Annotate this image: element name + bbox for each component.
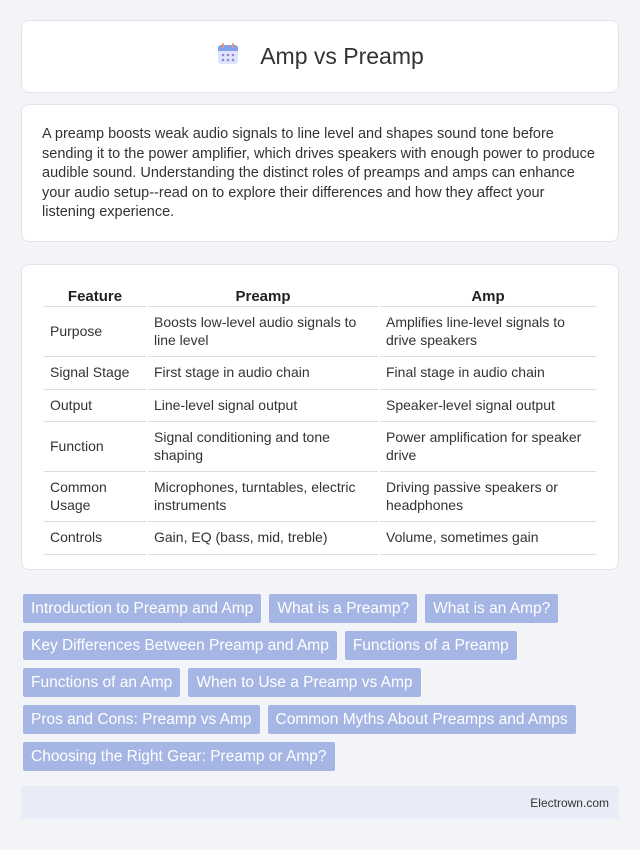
table-cell: Function (44, 422, 146, 472)
topic-tags (23, 594, 623, 771)
table-row (44, 422, 596, 472)
comparison-table-card (21, 264, 619, 570)
table-cell: Microphones, turntables, electric instruments (148, 472, 378, 522)
tag-link[interactable]: Functions of a Preamp (345, 631, 517, 660)
tag-link[interactable]: Introduction to Preamp and Amp (23, 594, 261, 623)
table-cell: Driving passive speakers or headphones (380, 472, 596, 522)
footer (21, 786, 619, 819)
table-cell: First stage in audio chain (148, 357, 378, 390)
table-cell: Output (44, 390, 146, 423)
comparison-table (42, 285, 598, 555)
page-title: Amp vs Preamp (260, 43, 424, 69)
intro-card (21, 104, 619, 242)
tag-link[interactable]: Pros and Cons: Preamp vs Amp (23, 705, 260, 734)
table-cell: Signal Stage (44, 357, 146, 390)
table-cell: Amplifies line-level signals to drive speakers (380, 307, 596, 357)
table-row (44, 390, 596, 423)
tag-link[interactable]: Common Myths About Preamps and Amps (268, 705, 576, 734)
table-cell: Volume, sometimes gain (380, 522, 596, 555)
calendar-icon (216, 42, 240, 71)
table-row (44, 472, 596, 522)
tag-link[interactable]: Choosing the Right Gear: Preamp or Amp? (23, 742, 335, 771)
table-header-row (44, 285, 596, 307)
header-feature: Feature (44, 285, 146, 307)
title-row (216, 42, 424, 71)
tag-link[interactable]: What is a Preamp? (269, 594, 417, 623)
table-cell: Speaker-level signal output (380, 390, 596, 423)
table-cell: Signal conditioning and tone shaping (148, 422, 378, 472)
tag-link[interactable]: Functions of an Amp (23, 668, 180, 697)
intro-paragraph: A preamp boosts weak audio signals to line level and shapes sound tone before sending it to the power amplifier, which drives speakers with enough power to produce audible sound. Understanding the distinct roles of preamps and amps can enhance your audio setup--read on to explore their differences and how they affect your listening experience. (42, 126, 595, 220)
table-cell: Common Usage (44, 472, 146, 522)
table-row (44, 357, 596, 390)
table-cell: Gain, EQ (bass, mid, treble) (148, 522, 378, 555)
table-cell: Purpose (44, 307, 146, 357)
title-card (21, 20, 619, 93)
tag-link[interactable]: Key Differences Between Preamp and Amp (23, 631, 337, 660)
table-row (44, 522, 596, 555)
footer-brand: Electrown.com (530, 795, 609, 810)
tag-link[interactable]: When to Use a Preamp vs Amp (188, 668, 420, 697)
header-preamp: Preamp (148, 285, 378, 307)
table-cell: Line-level signal output (148, 390, 378, 423)
table-cell: Boosts low-level audio signals to line level (148, 307, 378, 357)
table-cell: Controls (44, 522, 146, 555)
table-cell: Final stage in audio chain (380, 357, 596, 390)
tag-link[interactable]: What is an Amp? (425, 594, 558, 623)
header-amp: Amp (380, 285, 596, 307)
table-cell: Power amplification for speaker drive (380, 422, 596, 472)
table-row (44, 307, 596, 357)
